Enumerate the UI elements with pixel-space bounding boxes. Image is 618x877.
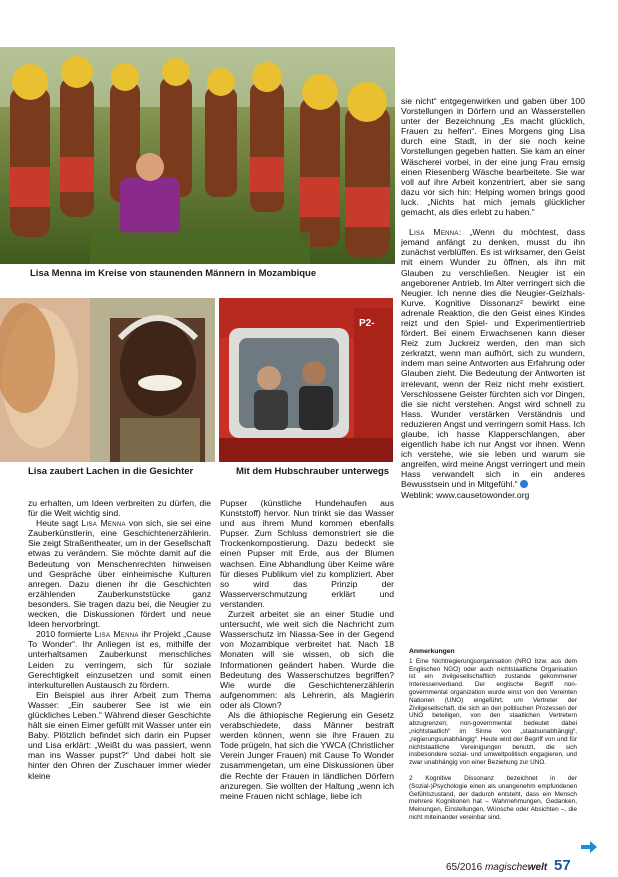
col2-paragraph-1: Pupser (künstliche Hundehaufen aus Kunststoff) hervor. Nun trinkt sie das Wasser und aus ihrem Mund kommen ebenfalls Pupser. Zum Schluss demonstriert sie die Trockenkompostierung. Dazu bedeckt sie einen Pupser mit Erde, aus der Blumen wachsen. Eine Abhandlung über Keime wäre für dieses Publikum viel zu kompliziert. Aber so wird das Prinzip der Wasserverschmutzung erklärt und verstanden. [220,498,394,609]
photo-mozambique-men [0,47,395,264]
photo-helicopter [219,298,393,462]
page-footer [446,857,571,874]
col2-paragraph-2: Zurzeit arbeitet sie an einer Studie und untersucht, wie weit sich die Nachricht zum Wasserschutz im Niassa-See in der Gegend von Mozambique verbreitet hat. Nach 18 Monaten will sie wissen, ob sich die Informationen geändert haben. Wurde die Bedeutung des Wasserschutzes begriffen? Wie wurde die Geschichtenerzählerin aufgenommen: als Lehrerin, als Magierin oder als Clown? [220,609,394,710]
col3-paragraph-2: Lisa Menna: „Wenn du möchtest, dass jemand anfängt zu denken, musst du ihn zunächst verblüffen. Es ist wirksamer, den Geist mit einem Wunder zu öffnen, als ihn mit Glauben zu verschließen. Neugier ist ein angeborener Antrieb. Im Alter verringert sich die Neugier. Ich nenne dies die Neugier-Geizhals-Kurve. Kognitive Dissonanz² bewirkt eine adrenale Reaktion, die den Geist eines Kindes reizt und den Spiel- und Experimentiertrieb fördert. Bei einem Erwachsenen kann dieser Reiz zum Juckreiz werden, den man sich zerkratzt, wenn man aufhört, sich zu wundern, indem man seine Antworten aus Erfahrung oder Glauben zieht. Die Bedeutung der Antworten ist irrelevant, wenn der Reiz nicht mehr existiert. Verschlossene Geister fürchten sich vor Dingen, die sie nicht verstehen. Angst wird schnell zu Hass. Wunder verstärken Verständnis und reduzieren Angst und verringern somit Hass. Ich glaube, ich hasse Klapperschlangen, aber eigentlich habe ich nur Angst vor ihnen. Wenn ich verstehe, wie sie leben und warum sie angreifen, wird meine Angst verringert und mein Hass verwandelt sich in ein anderes Bewusstsein und in Mitgefühl.“ [401,227,586,490]
col1-paragraph-3: 2010 formierte Lisa Menna ihr Projekt „Cause To Wonder“. Ihr Anliegen ist es, mithilfe der unterhaltsamen Zauberkunst menschliches Leiden zu verringern, sich für soziale Gerechtigkeit einzusetzen und somit einen interkulturellen Austausch zu fördern. [28,629,211,690]
footnote-1: 1 Eine Nichtregierungsorganisation (NRO bzw. aus dem Englischen NGO) oder auch nichtstaatliche Organisation ist ein zivilgesellschaftlich zustande gekommener Interessenverband. Der englische Begriff non-governmental organization wurde einst von den Vereinten Nationen (UNO) eingeführt, um Vertreter der Zivilgesellschaft, die sich an den politischen Prozessen der UNO beteiligen, von den staatlichen Vertretern abzugrenzen; non-governmental bedeutet dabei „nichtstaatlich“ im Sinne von „staatsunabhängig“, „regierungsunabhängig“. Heute wird der Begriff von und für nichtstaatliche Vereinigungen benutzt, die sich insbesondere sozial- und umweltpolitisch engagieren, und zwar unabhängig von einer Beziehung zur UNO. [409,657,577,767]
issue-number: 65/2016 [446,862,483,873]
col3-paragraph-1: sie nicht“ entgegenwirken und gaben über 100 Vorstellungen in Dörfern und an Wasserstellen unter der Bezeichnung „Es macht glücklich, Frauen zu helfen“. Eines Morgens ging Lisa durch eine Stadt, in der sie noch keine Vorstellungen gegeben hatten. Sie kam an einer Wäscherei vorbei, in der eine jung Frau emsig einen Riesenberg Wäsche bearbeitete. Sie war voll auf ihre Arbeit konzentriert, aber sie sang dazu vor sich hin: Helping women brings good luck. „Nichts hat mich jemals glücklicher gemacht, als dies erlebt zu haben.“ [401,96,585,218]
caption-bottom-left: Lisa zaubert Lachen in die Gesichter [28,466,194,477]
page-number: 57 [553,857,571,874]
footnotes [409,648,577,822]
weblink[interactable]: Weblink: www.causetowonder.org [401,489,530,500]
col1-paragraph-4: Ein Beispiel aus ihrer Arbeit zum Thema Wasser: „Ein sauberer See ist wie ein glückliches Leben.“ Während dieser Geschichte hält sie einen Eimer gefüllt mit Wasser unter ein Baby. Plötzlich befindet sich darin ein Pupser und Lisa erklärt: „Weißt du was passiert, wenn man ins Wasser pupst?“ Und dabei holt sie hinter den Ohren der Zuschauer immer wieder kleine [28,689,211,781]
magazine-name: magische [484,862,528,873]
article-column-2 [220,498,394,801]
caption-top: Lisa Menna im Kreise von staunenden Männern in Mozambique [30,268,317,279]
col1-paragraph-2: Heute sagt Lisa Menna von sich, sie sei eine Zauberkünstlerin, eine Geschichtenerzählerin. Sie zeigt Straßentheater, um in der Gesellschaft etwas zu verändern. Sie möchte damit auf die Bedeutung von Menschenrechten hinweisen und Gespräche über einheimische Kulturen anregen. Dazu dienen ihr die Geschichten erzählenden Zauberkunststücke ganz besonders. Sie tragen dazu bei, die Neugier zu wecken, die Diskussionen fördert und neue Ideen hervorbringt. [28,518,212,630]
article-column-1 [28,498,211,781]
article-column-3 [401,96,585,500]
helicopter-registration: P2- [359,318,375,329]
col1-paragraph-1: zu erhalten, um Ideen verbreiten zu dürfen, die für die Welt wichtig sind. [28,498,211,519]
footnotes-title: Anmerkungen [409,648,455,655]
name-lisa-menna: Lisa Menna [409,227,459,238]
footnote-2: 2 Kognitive Dissonanz bezeichnet in der (Sozial-)Psychologie einen als unangenehm empfundenen Gefühlszustand, der dadurch entsteht, dass ein Mensch mehrere Kognitionen hat – Wahrnehmungen, Gedanken, Meinungen, Einstellungen, Wünsche oder Absichten –, die nicht miteinander vereinbar sind. [409,774,577,821]
next-page-arrow-icon [581,840,597,854]
caption-bottom-right: Mit dem Hubschrauber unterwegs [236,466,390,477]
photo-laughing-man [0,298,215,462]
col2-paragraph-3: Als die äthiopische Regierung ein Gesetz verabschiedete, dass Männer bestraft werden können, wenn sie ihre Frauen zu Tode prügeln, hat sich die YWCA (Christlicher Verein Junger Frauen) mit Cause To Wonder zusammengetan, um eine Diskussionen über die Rechte der Frauen in ländlichen Dörfern anzuregen. Sie wollten der Haltung „wenn ich meine Frauen nicht schlage, liebe ich [220,709,394,801]
name-lisa-menna: Lisa Menna [94,629,139,640]
end-of-article-icon [520,480,528,488]
name-lisa-menna: Lisa Menna [81,518,126,529]
magazine-brand: welt [527,862,548,873]
